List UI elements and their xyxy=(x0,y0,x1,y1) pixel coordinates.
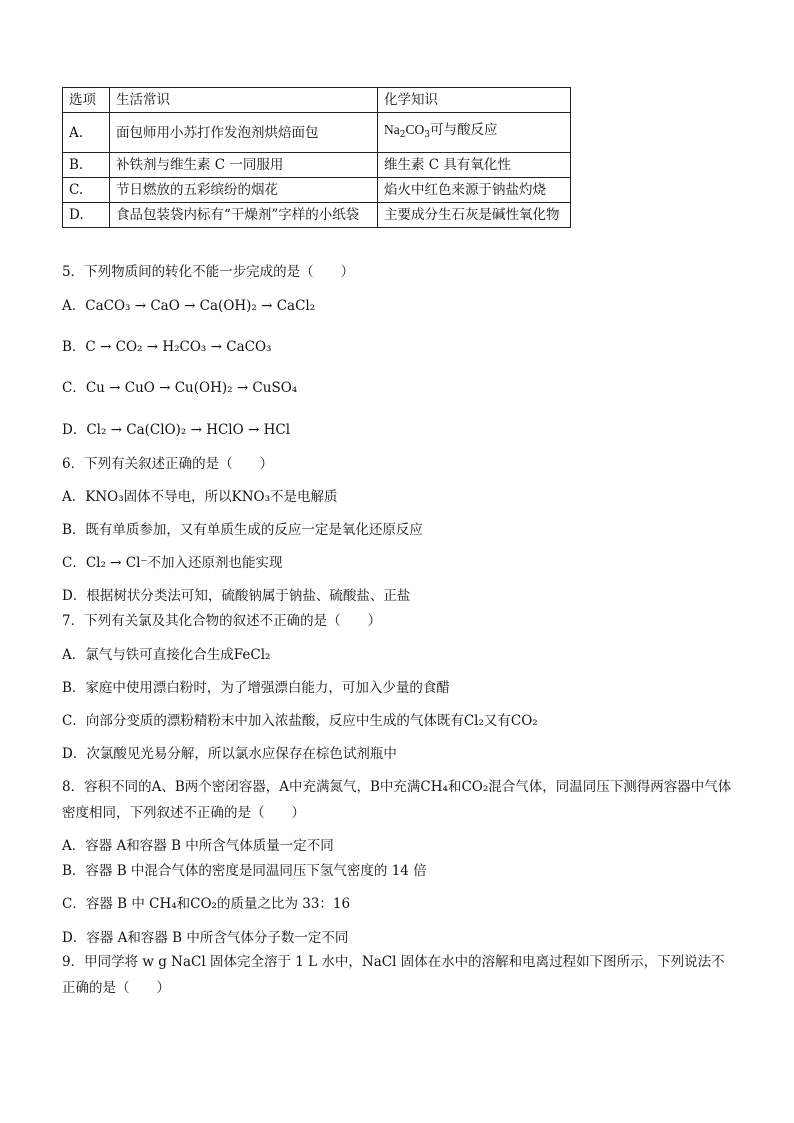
table-cell: C. xyxy=(63,178,110,203)
question-5-stem: 5．下列物质间的转化不能一步完成的是（ ） xyxy=(62,264,355,280)
question-7-option-d: D．次氯酸见光易分解，所以氯水应保存在棕色试剂瓶中 xyxy=(62,746,397,762)
question-5-option-d: D．Cl₂ → Ca(ClO)₂ → HClO → HCl xyxy=(62,422,291,438)
question-7-stem: 7．下列有关氯及其化合物的叙述不正确的是（ ） xyxy=(62,613,382,629)
table-cell: 节日燃放的五彩缤纷的烟花 xyxy=(110,178,378,203)
question-9-stem: 9．甲同学将 w g NaCl 固体完全溶于 1 L 水中，NaCl 固体在水中的溶解和电离过程如下图所示，下列说法不正确的是（ ） xyxy=(62,954,725,996)
question-7-option-b: B．家庭中使用漂白粉时，为了增强漂白能力，可加入少量的食醋 xyxy=(62,680,450,696)
table-cell xyxy=(378,113,571,153)
formula-part: CO xyxy=(405,122,425,137)
question-8-option-b: B．容器 B 中混合气体的密度是同温同压下氢气密度的 14 倍 xyxy=(62,863,427,879)
question-6-stem: 6．下列有关叙述正确的是（ ） xyxy=(62,456,274,472)
table-row xyxy=(63,153,571,178)
table-cell: 面包师用小苏打作发泡剂烘焙面包 xyxy=(110,113,378,153)
question-8-option-d: D．容器 A和容器 B 中所含气体分子数一定不同 xyxy=(62,930,349,946)
table-header: 化学知识 xyxy=(378,88,571,113)
question-8-option-a: A．容器 A和容器 B 中所含气体质量一定不同 xyxy=(62,838,334,854)
question-5-option-b: B．C → CO₂ → H₂CO₃ → CaCO₃ xyxy=(62,339,272,355)
table-cell: 维生素 C 具有氧化性 xyxy=(378,153,571,178)
cell-text: 可与酸反应 xyxy=(429,122,498,138)
table-cell: 补铁剂与维生素 C 一同服用 xyxy=(110,153,378,178)
question-7-option-a: A．氯气与铁可直接化合生成FeCl₂ xyxy=(62,647,271,663)
table-row xyxy=(63,113,571,153)
question-7-option-c: C．向部分变质的漂粉精粉末中加入浓盐酸，反应中生成的气体既有Cl₂又有CO₂ xyxy=(62,713,538,729)
table-header-row xyxy=(63,88,571,113)
table-cell: 食品包装袋内标有“干燥剂”字样的小纸袋 xyxy=(110,203,378,228)
table-row xyxy=(63,178,571,203)
question-8-option-c: C．容器 B 中 CH₄和CO₂的质量之比为 33：16 xyxy=(62,896,351,912)
question-5-option-c: C．Cu → CuO → Cu(OH)₂ → CuSO₄ xyxy=(62,380,298,396)
formula-sub: 2 xyxy=(399,130,406,140)
formula-sub: 3 xyxy=(424,130,430,140)
table-cell: 焰火中红色来源于钠盐灼烧 xyxy=(378,178,571,203)
question-5-option-a: A．CaCO₃ → CaO → Ca(OH)₂ → CaCl₂ xyxy=(62,298,316,314)
options-table xyxy=(62,87,571,228)
table-cell: B. xyxy=(63,153,110,178)
question-6-option-c: C．Cl₂ → Cl⁻不加入还原剂也能实现 xyxy=(62,555,283,571)
formula-part: Na xyxy=(384,122,400,137)
table-row xyxy=(63,203,571,228)
question-8-stem: 8．容积不同的A、B两个密闭容器，A中充满氮气，B中充满CH₄和CO₂混合气体，同温同压下测得两容器中气体密度相同，下列叙述不正确的是（ ） xyxy=(62,779,732,821)
question-6-option-a: A．KNO₃固体不导电，所以KNO₃不是电解质 xyxy=(62,489,338,505)
table-header: 生活常识 xyxy=(110,88,378,113)
question-6-option-d: D．根据树状分类法可知，硫酸钠属于钠盐、硫酸盐、正盐 xyxy=(62,588,411,604)
table-cell: A. xyxy=(63,113,110,153)
table-cell: 主要成分生石灰是碱性氧化物 xyxy=(378,203,571,228)
table-header: 选项 xyxy=(63,88,110,113)
question-6-option-b: B．既有单质参加，又有单质生成的反应一定是氧化还原反应 xyxy=(62,522,423,538)
table-cell: D. xyxy=(63,203,110,228)
